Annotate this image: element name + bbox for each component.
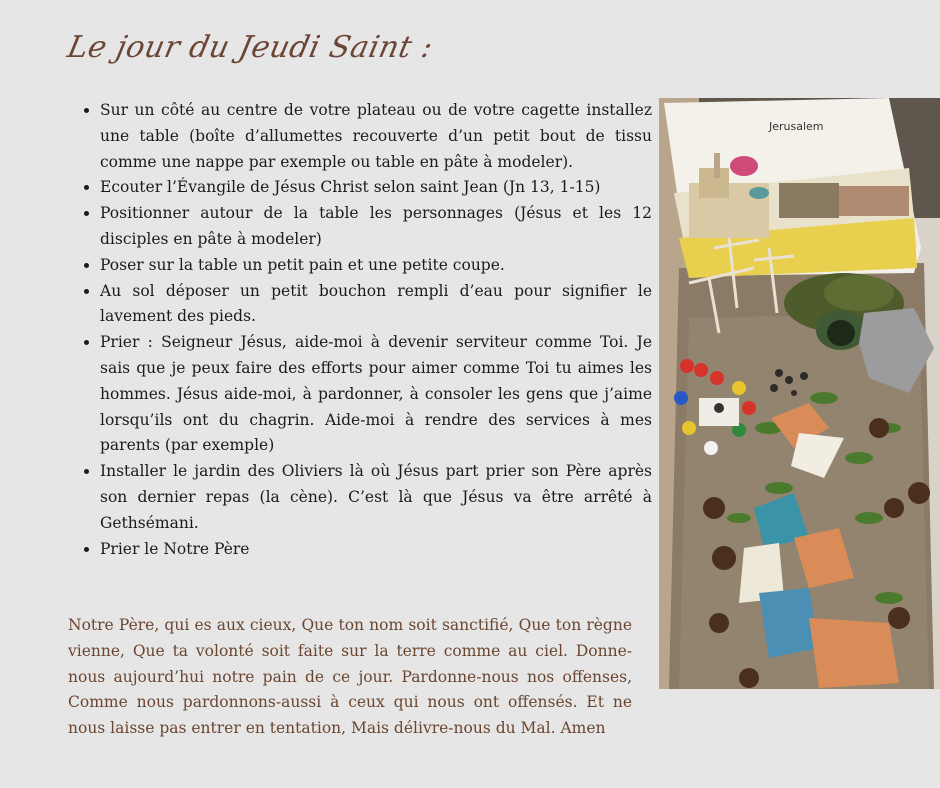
- prayer-text: Notre Père, qui es aux cieux, Que ton nom soit sanctifié, Que ton règne vienne, Que ta volonté soit faite sur la terre comme au ciel. Donne-nous aujourd’hui notre pain de ce jour. Pardonne-nous nos offenses, Comme nous pardonnons-aussi à ceux qui nous ont offensés. Et ne nous laisse pas entrer en tentation, Mais délivre-nous du Mal. Amen: [68, 616, 632, 738]
- list-item: • Ecouter l’Évangile de Jésus Christ selon saint Jean (Jn 13, 1-15): [100, 175, 652, 201]
- garden-photo: [659, 98, 940, 689]
- page-title: Le jour du Jeudi Saint :: [64, 30, 437, 65]
- list-item: • Prier le Notre Père: [100, 537, 652, 563]
- list-item: • Au sol déposer un petit bouchon rempli d’eau pour signifier le lavement des pieds.: [100, 279, 652, 331]
- garden-illustration: [659, 98, 940, 689]
- list-item: • Installer le jardin des Oliviers là où Jésus part prier son Père après son dernier repas (la cène). C’est là que Jésus va être arrêté à Gethsémani.: [100, 459, 652, 536]
- list-item: • Sur un côté au centre de votre plateau ou de votre cagette installez une table (boîte d’allumettes recouverte d’un petit bout de tissu comme une nappe par exemple ou table en pâte à modeler).: [100, 98, 652, 175]
- drawing-label: Jerusalem: [769, 120, 824, 133]
- list-item: • Poser sur la table un petit pain et une petite coupe.: [100, 253, 652, 279]
- steps-list: [80, 98, 652, 562]
- list-item: • Positionner autour de la table les personnages (Jésus et les 12 disciples en pâte à modeler): [100, 201, 652, 253]
- list-item: • Prier : Seigneur Jésus, aide-moi à devenir serviteur comme Toi. Je sais que je peux faire des efforts pour aimer comme Toi tu aimes les hommes. Jésus aide-moi, à pardonner, à consoler les gens que j’aime lorsqu’ils ont du chagrin. Aide-moi à rendre des services à mes parents (par exemple): [100, 330, 652, 459]
